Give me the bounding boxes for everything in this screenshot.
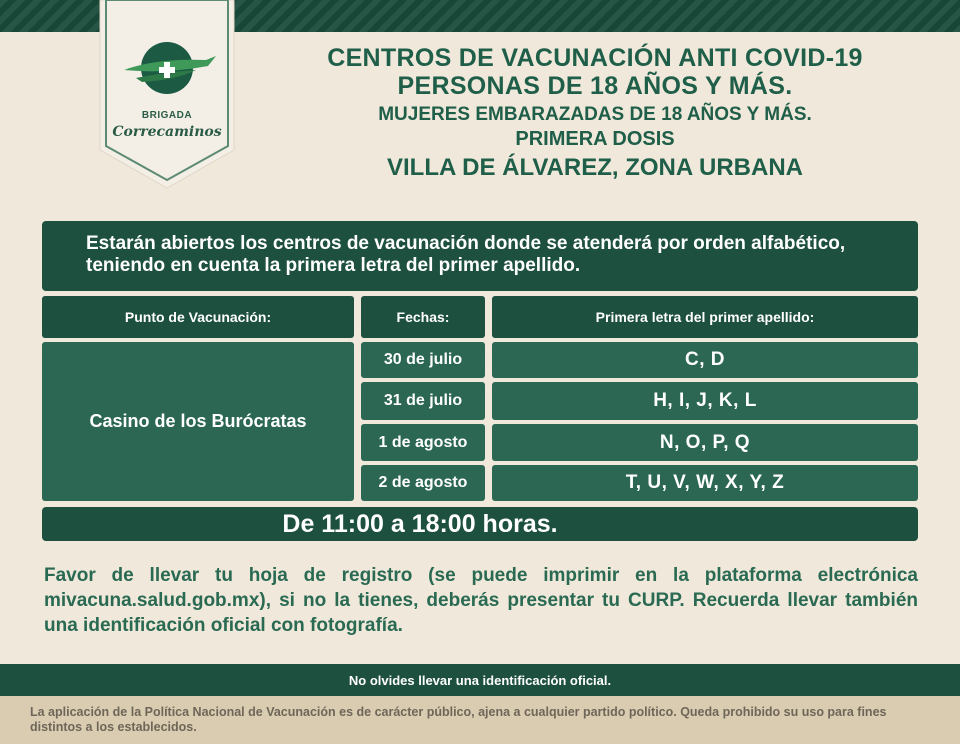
title-line-4: PRIMERA DOSIS (515, 128, 675, 150)
header-letras: Primera letra del primer apellido: (492, 296, 918, 338)
intro-panel: Estarán abiertos los centros de vacunación donde se atenderá por orden alfabético, teniendo en cuenta la primera letra del primer apellido. (42, 221, 918, 291)
reminder-text: No olvides llevar una identificación oficial. (348, 672, 612, 688)
reminder-band (0, 664, 960, 696)
logo-brigada-text: BRIGADA (141, 110, 193, 121)
hours-text: De 11:00 a 18:00 horas. (282, 509, 558, 538)
title-line-3: MUJERES EMBARAZADAS DE 18 AÑOS Y MÁS. (378, 104, 812, 125)
logo-correcaminos-text: Correcaminos (112, 124, 222, 140)
title-line-2: PERSONAS DE 18 AÑOS Y MÁS. (397, 72, 793, 100)
letters-cell: C, D (492, 342, 918, 378)
title-line-1: CENTROS DE VACUNACIÓN ANTI COVID-19 (327, 44, 863, 72)
date-cell: 2 de agosto (361, 465, 485, 501)
header-punto: Punto de Vacunación: (42, 296, 354, 338)
date-cell: 31 de julio (361, 382, 485, 420)
letters-cell: N, O, P, Q (492, 424, 918, 461)
letters-cell: H, I, J, K, L (492, 382, 918, 420)
brigada-correcaminos-logo (96, 0, 238, 192)
header-fechas: Fechas: (361, 296, 485, 338)
place-cell: Casino de los Burócratas (42, 342, 354, 501)
page-title (270, 44, 920, 183)
legal-footer: La aplicación de la Política Nacional de Vacunación es de carácter público, ajena a cualquier partido político. Queda prohibido su uso para fines distintos a los establecidos. (0, 696, 960, 744)
registration-note: Favor de llevar tu hoja de registro (se puede imprimir en la plataforma electrónica mivacuna.salud.gob.mx), si no la tienes, deberás presentar tu CURP. Recuerda llevar también una identificación oficial con fotografía. (44, 565, 918, 636)
date-cell: 30 de julio (361, 342, 485, 378)
hours-banner (42, 507, 918, 541)
date-cell: 1 de agosto (361, 424, 485, 461)
letters-cell: T, U, V, W, X, Y, Z (492, 465, 918, 501)
title-line-5: VILLA DE ÁLVAREZ, ZONA URBANA (387, 154, 803, 181)
badge-shield-icon (96, 0, 238, 192)
